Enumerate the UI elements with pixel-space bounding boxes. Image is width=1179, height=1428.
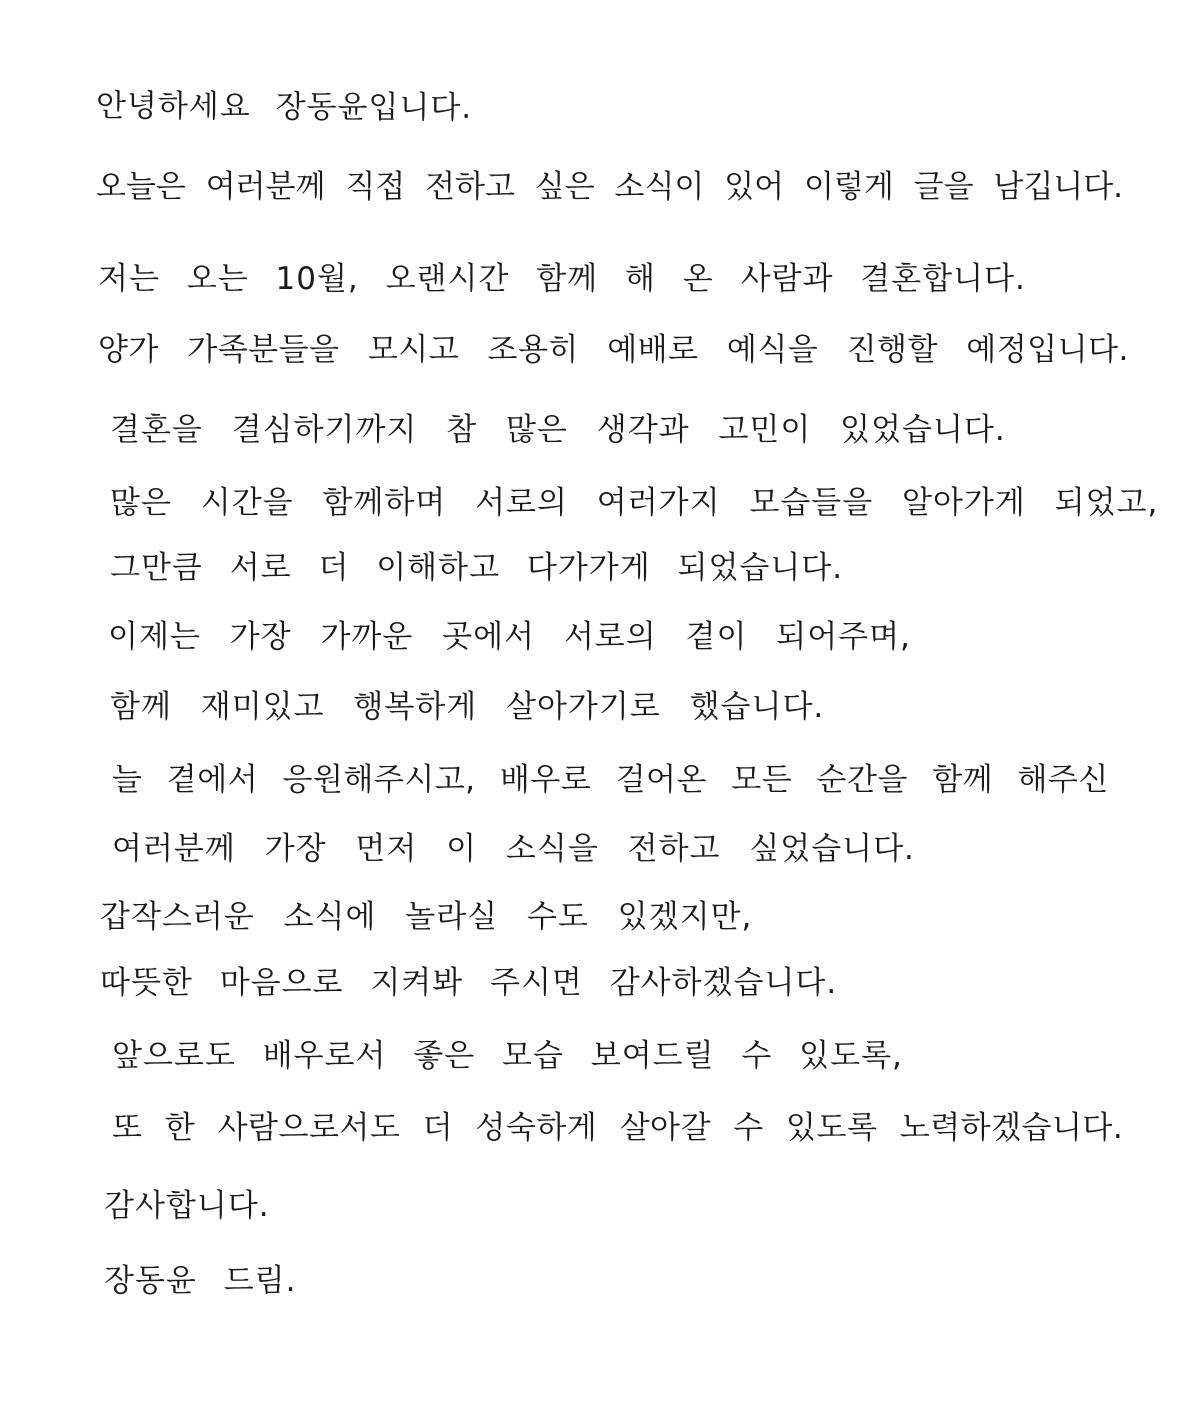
letter-line-news: 오늘은 여러분께 직접 전하고 싶은 소식이 있어 이렇게 글을 남깁니다.	[96, 169, 1124, 205]
letter-line-sudden: 갑작스러운 소식에 놀라실 수도 있겠지만,	[100, 899, 753, 935]
letter-line-ceremony: 양가 가족분들을 모시고 조용히 예배로 예식을 진행할 예정입니다.	[98, 332, 1129, 368]
letter-line-warm-heart: 따뜻한 마음으로 지켜봐 주시면 감사하겠습니다.	[100, 965, 838, 1001]
letter-greeting: 안녕하세요 장동윤입니다.	[95, 88, 473, 126]
letter-line-marriage: 저는 오는 10월, 오랜시간 함께 해 온 사람과 결혼합니다.	[98, 261, 1026, 297]
letter-line-first-news: 여러분께 가장 먼저 이 소식을 전하고 싶었습니다.	[112, 831, 915, 867]
letter-line-support: 늘 곁에서 응원해주시고, 배우로 걸어온 모든 순간을 함께 해주신	[112, 762, 1109, 798]
letter-line-actor: 앞으로도 배우로서 좋은 모습 보여드릴 수 있도록,	[112, 1038, 903, 1074]
letter-line-decision: 결혼을 결심하기까지 참 많은 생각과 고민이 있었습니다.	[110, 412, 1006, 448]
letter-line-understanding: 그만큼 서로 더 이해하고 다가가게 되었습니다.	[110, 550, 844, 586]
letter-line-beside: 이제는 가장 가까운 곳에서 서로의 곁이 되어주며,	[108, 619, 911, 655]
letter-line-happy-life: 함께 재미있고 행복하게 살아가기로 했습니다.	[110, 689, 825, 725]
letter-line-thanks: 감사합니다.	[104, 1188, 270, 1224]
letter-signature: 장동윤 드림.	[104, 1263, 297, 1299]
letter-line-time-together: 많은 시간을 함께하며 서로의 여러가지 모습들을 알아가게 되었고,	[110, 485, 1159, 521]
letter-line-mature: 또 한 사람으로서도 더 성숙하게 살아갈 수 있도록 노력하겠습니다.	[112, 1110, 1124, 1146]
